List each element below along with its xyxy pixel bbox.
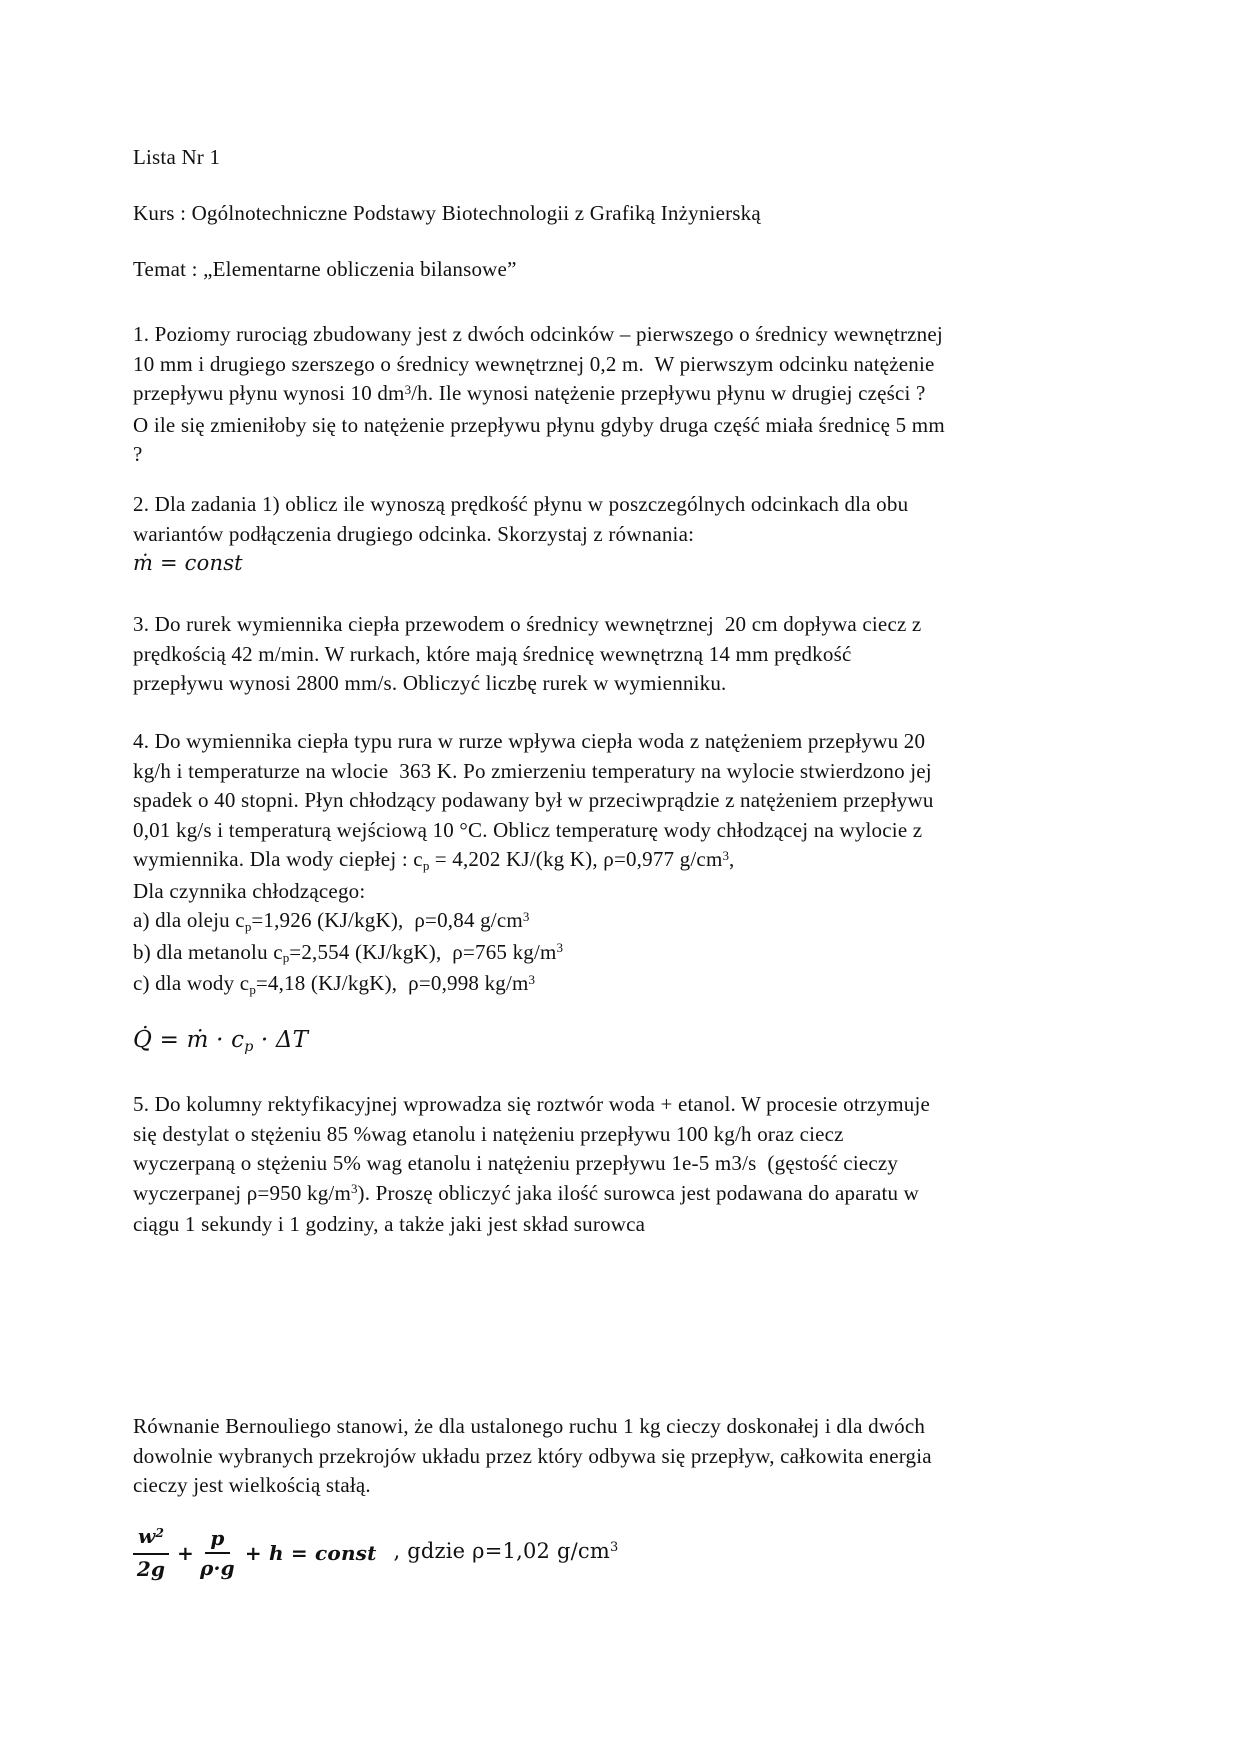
text-run: p: [210, 1525, 225, 1550]
problem-3: [133, 610, 921, 699]
text-line: [133, 816, 934, 846]
problem-1: [133, 320, 945, 470]
text-run: ṁ = const: [133, 551, 243, 575]
superscript: 3: [556, 940, 564, 955]
fraction-numerator: [205, 1526, 229, 1554]
text-run: Q̇: [133, 1027, 153, 1053]
text-line: [133, 1210, 930, 1240]
text-run: c) dla wody c: [133, 971, 250, 995]
text-run: 4. Do wymiennika ciepła typu rura w rurze wpływa ciepła woda z natężeniem przepływu 20: [133, 729, 926, 753]
problem-4: [133, 727, 934, 1001]
text-run: prędkością 42 m/min. W rurkach, które mają średnicę wewnętrzną 14 mm prędkość: [133, 641, 852, 666]
list-title: Lista Nr 1: [133, 145, 221, 169]
text-run: ?: [133, 442, 143, 466]
text-line: [133, 969, 934, 1001]
text-line: [133, 411, 945, 441]
text-line: [133, 320, 945, 350]
pressure-head-fraction: [198, 1526, 237, 1580]
text-run: w: [138, 1524, 156, 1548]
mass-balance-equation: [133, 549, 243, 579]
text-run: Równanie Bernouliego stanowi, że dla ustalonego ruchu 1 kg cieczy doskonałej i dla dwóch: [133, 1414, 926, 1438]
text-run: =4,18 (KJ/kgK), ρ=0,998 kg/m: [255, 971, 529, 995]
subscript: p: [244, 1038, 254, 1055]
plus-operator: +: [177, 1540, 195, 1565]
text-line: [133, 1442, 932, 1472]
text-line: [133, 938, 934, 970]
topic-line: Temat : „Elementarne obliczenia bilansowe”: [133, 257, 517, 281]
text-line: [133, 757, 934, 787]
text-run: spadek o 40 stopni. Płyn chłodzący podawany był w przeciwprądzie z natężeniem przepływu: [133, 788, 934, 812]
text-run: ,: [729, 847, 735, 871]
text-run: się destylat o stężeniu 85 %wag etanolu i natężeniu przepływu 100 kg/h oraz ciecz: [133, 1121, 844, 1146]
text-run: =1,926 (KJ/kgK), ρ=0,84 g/cm: [251, 908, 523, 932]
text-line: [133, 610, 921, 640]
text-run: =2,554 (KJ/kgK), ρ=765 kg/m: [289, 939, 557, 964]
text-run: 2g: [136, 1557, 166, 1581]
fraction-denominator: [135, 1555, 167, 1581]
superscript: 3: [522, 908, 530, 924]
text-run: 3. Do rurek wymiennika ciepła przewodem o średnicy wewnętrznej 20 cm dopływa ciecz z: [133, 612, 922, 636]
text-line: [133, 1412, 932, 1442]
text-line: [133, 845, 934, 877]
problem-5: [133, 1090, 930, 1240]
text-run: ciągu 1 sekundy i 1 godziny, a także jaki jest skład surowca: [133, 1212, 646, 1236]
text-line: [133, 877, 934, 907]
superscript: 2: [155, 1524, 165, 1540]
text-line: [133, 1179, 930, 1211]
text-line: [133, 1149, 930, 1179]
text-line: [133, 350, 945, 380]
equation-note: [377, 1539, 619, 1567]
text-line: [133, 786, 934, 816]
superscript: 3: [609, 1540, 619, 1555]
fraction-denominator: [198, 1554, 237, 1580]
text-run: + h = const: [244, 1540, 377, 1565]
text-run: ṁ: [186, 1027, 209, 1053]
subscript: p: [244, 918, 252, 934]
text-line: [133, 1090, 930, 1120]
closing-paragraph: [133, 1412, 932, 1501]
velocity-head-fraction: [133, 1524, 169, 1581]
text-run: /h. Ile wynosi natężenie przepływu płynu w drugiej części ?: [411, 381, 926, 405]
text-run: 1. Poziomy rurociąg zbudowany jest z dwóch odcinków – pierwszego o średnicy wewnętrznej: [133, 322, 943, 346]
course-line: Kurs : Ogólnotechniczne Podstawy Biotechnologii z Grafiką Inżynierską: [133, 201, 761, 225]
text-run: Dla czynnika chłodzącego:: [133, 878, 366, 903]
problem-2: [133, 490, 908, 549]
text-run: kg/h i temperaturze na wlocie 363 K. Po zmierzeniu temperatury na wylocie stwierdzono jej: [133, 758, 932, 783]
text-run: 10 mm i drugiego szerszego o średnicy wewnętrznej 0,2 m. W pierwszym odcinku natężenie: [133, 351, 935, 376]
superscript: 3: [351, 1181, 358, 1196]
text-run: przepływu wynosi 2800 mm/s. Obliczyć liczbę rurek w wymienniku.: [133, 671, 727, 695]
text-run: wyczerpanej ρ=950 kg/m: [133, 1180, 351, 1205]
text-run: a) dla oleju c: [133, 908, 245, 932]
text-run: ρ·g: [200, 1555, 235, 1580]
text-line: [133, 440, 945, 470]
text-line: [133, 1120, 930, 1150]
heat-equation: [133, 1026, 308, 1059]
text-line: [133, 906, 934, 938]
superscript: 3: [722, 847, 729, 863]
text-run: 0,01 kg/s i temperaturą wejściową 10 °C. Oblicz temperaturę wody chłodzącej na wylocie z: [133, 817, 923, 842]
text-run: =: [152, 1027, 187, 1053]
text-run: wariantów podłączenia drugiego odcinka. Skorzystaj z równania:: [133, 521, 695, 546]
text-run: 2. Dla zadania 1) oblicz ile wynoszą prędkość płynu w poszczególnych odcinkach dla obu: [133, 492, 909, 516]
subscript: p: [249, 981, 256, 997]
text-run: cieczy jest wielkością stałą.: [133, 1473, 371, 1497]
text-line: [133, 727, 934, 757]
text-run: · ΔT: [253, 1027, 309, 1053]
superscript: 3: [404, 381, 412, 397]
text-line: [133, 640, 921, 670]
fraction-numerator: [133, 1524, 169, 1555]
text-line: [133, 1471, 932, 1501]
superscript: 3: [528, 971, 536, 987]
text-run: b) dla metanolu c: [133, 939, 283, 964]
text-line: [133, 669, 921, 699]
text-run: = 4,202 KJ/(kg K), ρ=0,977 g/cm: [429, 847, 723, 871]
text-run: przepływu płynu wynosi 10 dm: [133, 381, 405, 405]
text-run: , gdzie ρ=1,02 g/cm: [386, 1538, 610, 1563]
text-run: 5. Do kolumny rektyfikacyjnej wprowadza się roztwór woda + etanol. W procesie otrzymuje: [133, 1092, 931, 1116]
subscript: p: [422, 857, 430, 873]
text-line: [133, 379, 945, 411]
text-run: wyczerpaną o stężeniu 5% wag etanolu i natężeniu przepływu 1e-5 m3/s (gęstość cieczy: [133, 1151, 899, 1175]
text-run: wymiennika. Dla wody ciepłej : c: [133, 847, 423, 871]
text-run: ). Proszę obliczyć jaka ilość surowca jest podawana do aparatu w: [357, 1180, 920, 1205]
text-run: · c: [208, 1027, 245, 1053]
text-line: [133, 490, 908, 520]
text-line: [133, 520, 908, 550]
equation-tail: [241, 1541, 377, 1565]
text-run: O ile się zmieniłoby się to natężenie przepływu płynu gdyby druga część miała średnicę 5 mm: [133, 412, 945, 437]
subscript: p: [282, 950, 290, 966]
bernoulli-equation: [133, 1524, 618, 1581]
text-run: dowolnie wybranych przekrojów układu przez który odbywa się przepływ, całkowita energia: [133, 1443, 932, 1468]
